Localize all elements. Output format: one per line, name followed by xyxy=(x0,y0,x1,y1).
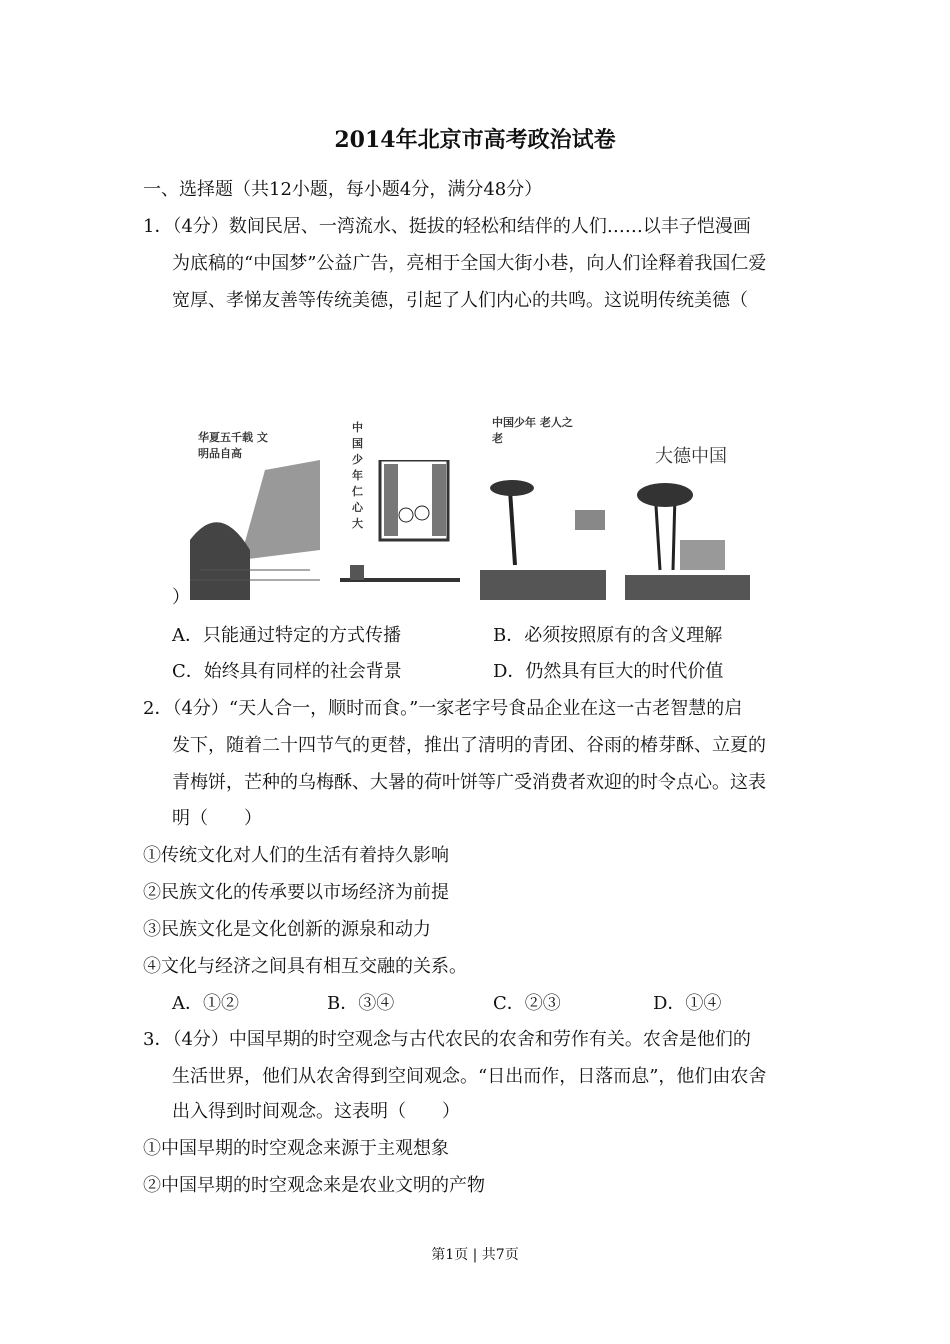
q2-line: 发下，随着二十四节气的更替，推出了清明的青团、谷雨的椿芽酥、立夏的 xyxy=(172,735,766,756)
q1-line: 1．（4分）数间民居、一湾流水、挺拔的轻松和结伴的人们……以丰子恺漫画 xyxy=(143,216,751,237)
q1-line: 为底稿的“中国梦”公益广告，亮相于全国大街小巷，向人们诠释着我国仁爱 xyxy=(172,253,767,274)
landscape-drawing xyxy=(190,460,320,600)
panel-caption: 中国少年 老人之老 xyxy=(492,416,573,445)
page-title: 2014年北京市高考政治试卷 xyxy=(334,127,616,153)
pine-landscape-drawing xyxy=(480,470,606,600)
q3-item: ②中国早期的时空观念来是农业文明的产物 xyxy=(143,1175,485,1196)
illustration-panel-4 xyxy=(625,430,750,600)
q2-option-d[interactable]: D．①④ xyxy=(653,993,722,1014)
illustration-panel-2 xyxy=(340,415,460,590)
q3-line: 生活世界，他们从农舍得到空间观念。“日出而作，日落而息”，他们由农舍 xyxy=(172,1066,767,1087)
illustration-panel-3 xyxy=(480,410,606,600)
panel-caption: 华夏五千载 文明品自高 xyxy=(198,431,268,460)
q2-line: 2．（4分）“天人合一，顺时而食。”一家老字号食品企业在这一古老智慧的启 xyxy=(143,698,743,719)
q1-option-a[interactable]: A．只能通过特定的方式传播 xyxy=(172,625,401,646)
q2-item: ④文化与经济之间具有相互交融的关系。 xyxy=(143,956,467,977)
q2-option-b[interactable]: B．③④ xyxy=(327,993,395,1014)
trees-house-drawing xyxy=(625,480,750,600)
window-children-drawing xyxy=(340,460,460,590)
q1-line: 宽厚、孝悌友善等传统美德，引起了人们内心的共鸣。这说明传统美德（ xyxy=(172,290,748,311)
panel-caption: 中国少年 仁心大 xyxy=(352,421,363,530)
q3-line: 3．（4分）中国早期的时空观念与古代农民的农舍和劳作有关。农舍是他们的 xyxy=(143,1029,751,1050)
q1-option-c[interactable]: C．始终具有同样的社会背景 xyxy=(172,661,402,682)
q2-item: ③民族文化是文化创新的源泉和动力 xyxy=(143,919,431,940)
q3-line: 出入得到时间观念。这表明（ ） xyxy=(172,1101,460,1122)
illustration-panel-1 xyxy=(190,415,320,600)
panel-caption: 大德中国 xyxy=(655,446,727,467)
q2-item: ①传统文化对人们的生活有着持久影响 xyxy=(143,845,449,866)
q1-close-paren: ） xyxy=(172,587,190,608)
q2-option-a[interactable]: A．①② xyxy=(172,993,239,1014)
q2-line: 青梅饼，芒种的乌梅酥、大暑的荷叶饼等广受消费者欢迎的时令点心。这表 xyxy=(172,772,766,793)
q2-line: 明（ ） xyxy=(172,808,262,829)
q2-option-c[interactable]: C．②③ xyxy=(493,993,561,1014)
q3-item: ①中国早期的时空观念来源于主观想象 xyxy=(143,1138,449,1159)
section-heading: 一、选择题（共12小题，每小题4分，满分48分） xyxy=(143,179,543,200)
q1-option-b[interactable]: B．必须按照原有的含义理解 xyxy=(493,625,723,646)
page-footer: 第1页 | 共7页 xyxy=(431,1247,519,1263)
q1-option-d[interactable]: D．仍然具有巨大的时代价值 xyxy=(493,661,724,682)
q2-item: ②民族文化的传承要以市场经济为前提 xyxy=(143,882,449,903)
